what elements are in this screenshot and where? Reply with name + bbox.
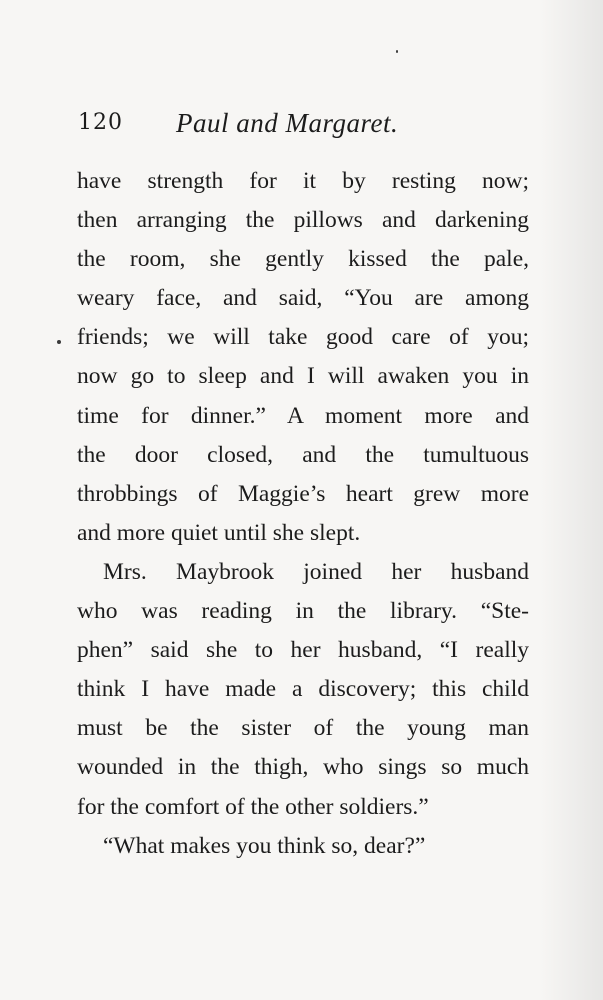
text-line: think I have made a discovery; this child — [77, 676, 529, 703]
text-line: have strength for it by resting now; — [77, 168, 529, 194]
page-header — [78, 108, 538, 144]
text-line: for the comfort of the other soldiers.” — [77, 793, 429, 820]
text-line: Mrs. Maybrook joined her husband — [103, 558, 529, 585]
text-line: who was reading in the library. “Ste- — [77, 598, 529, 625]
text-line: wounded in the thigh, who sings so much — [77, 754, 529, 781]
text-line: friends; we will take good care of you; — [77, 324, 529, 351]
text-line: time for dinner.” A moment more and — [77, 402, 529, 429]
page-number: 120 — [78, 110, 123, 135]
ink-speck — [396, 50, 398, 53]
text-line: the door closed, and the tumultuous — [77, 441, 529, 468]
text-line: throbbings of Maggie’s heart grew more — [77, 480, 529, 507]
text-line: “What makes you think so, dear?” — [103, 832, 426, 859]
running-title: Paul and Margaret. — [176, 108, 399, 138]
text-line: the room, she gently kissed the pale, — [77, 246, 529, 273]
text-line: weary face, and said, “You are among — [77, 285, 529, 312]
text-line: then arranging the pillows and darkening — [77, 207, 529, 234]
ink-speck — [57, 340, 61, 344]
text-line: now go to sleep and I will awaken you in — [77, 363, 529, 390]
text-line: phen” said she to her husband, “I really — [77, 637, 529, 664]
text-line: must be the sister of the young man — [77, 715, 529, 742]
body-text — [77, 162, 529, 866]
text-line: and more quiet until she slept. — [77, 519, 361, 546]
